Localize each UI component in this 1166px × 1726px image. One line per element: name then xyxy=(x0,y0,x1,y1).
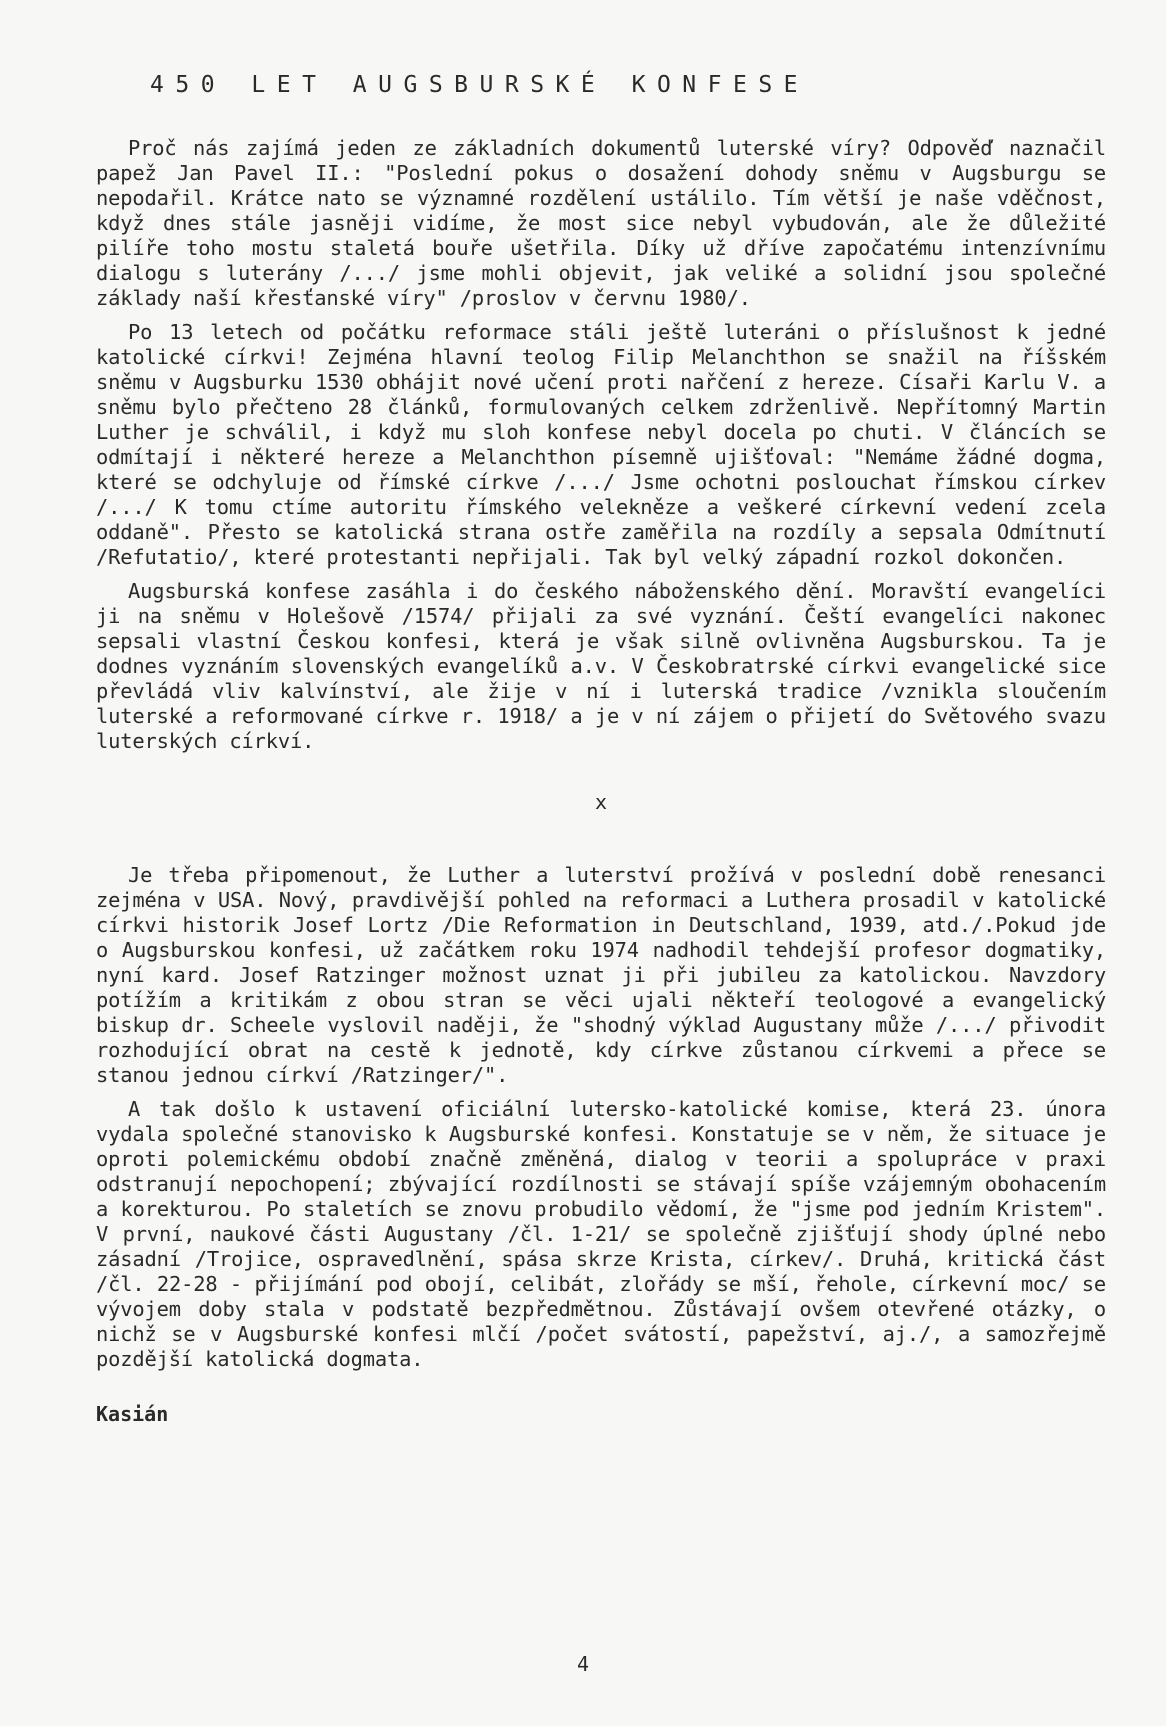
author-signature: Kasián xyxy=(96,1402,169,1426)
paragraph-5: A tak došlo k ustavení oficiální lutersko-katolické komise, která 23. února vydala společné stanovisko k Augsburské konfesi. Konstatuje se v něm, že situace je oproti polemickému období značně změněná, dialog v teorii a spolupráce v praxi odstranují nepochopení; zbývající rozdílnosti se stávají spíše vzájemným obohacením a korekturou. Po staletích se znovu probudilo vědomí, že "jsme pod jedním Kristem". V první, naukové části Augustany /čl. 1-21/ se společně zjišťují shody úplné nebo zásadní /Trojice, ospravedlnění, spása skrze Krista, církev/. Druhá, kritická část /čl. 22-28 - přijímání pod obojí, celibát, zlořády se mší, řehole, církevní moc/ se vývojem doby stala v podstatě bezpředmětnou. Zůstávají ovšem otevřené otázky, o nichž se v Augsburské konfesi mlčí /počet svátostí, papežství, aj./, a samozřejmě pozdější katolická dogmata. xyxy=(96,1097,1106,1371)
paragraph-1: Proč nás zajímá jeden ze základních dokumentů luterské víry? Odpověď naznačil papež Jan Pavel II.: "Poslední pokus o dosažení dohody sněmu v Augsburgu se nepodařil. Krátce nato se významné rozdělení ustálilo. Tím větší je naše vděčnost, když dnes stále jasněji vidíme, že most sice nebyl vybudován, ale že důležité pilíře toho mostu staletá bouře ušetřila. Díky už dříve započatému intenzívnímu dialogu s luterány /.../ jsme mohli objevit, jak veliké a solidní jsou společné základy naší křesťanské víry" /proslov v červnu 1980/. xyxy=(96,136,1106,310)
paragraph-3: Augsburská konfese zasáhla i do českého náboženského dění. Moravští evangelíci ji na sněmu v Holešově /1574/ přijali za své vyznání. Čeští evangelíci nakonec sepsali vlastní Českou konfesi, která je však silně ovlivněna Augsburskou. Ta je dodnes vyznáním slovenských evangelíků a.v. V Českobratrské církvi evangelické sice převládá vliv kalvínství, ale žije v ní i luterská tradice /vznikla sloučením luterské a reformované církve r. 1918/ a je v ní zájem o přijetí do Světového svazu luterských církví. xyxy=(96,579,1106,753)
section-separator: x xyxy=(594,790,608,814)
document-title: 450 LET AUGSBURSKÉ KONFESE xyxy=(150,72,810,98)
paragraph-4: Je třeba připomenout, že Luther a luterství prožívá v poslední době renesanci zejména v USA. Nový, pravdivější pohled na reformaci a Luthera prosadil v katolické církvi historik Josef Lortz /Die Reformation in Deutschland, 1939, atd./.Pokud jde o Augsburskou konfesi, už začátkem roku 1974 nadhodil tehdejší profesor dogmatiky, nyní kard. Josef Ratzinger možnost uznat ji při jubileu za katolickou. Navzdory potížím a kritikám z obou stran se věci ujali někteří teologové a evangelický biskup dr. Scheele vyslovil naději, že "shodný výklad Augustany může /.../ přivodit rozhodující obrat na cestě k jednotě, kdy církve zůstanou církvemi a přece se stanou jednou církví /Ratzinger/". xyxy=(96,863,1106,1087)
page-number: 4 xyxy=(576,1652,590,1676)
document-body xyxy=(96,136,1106,1427)
paragraph-2: Po 13 letech od počátku reformace stáli ještě luteráni o příslušnost k jedné katolické církvi! Zejména hlavní teolog Filip Melanchthon se snažil na říšském sněmu v Augsburku 1530 obhájit nové učení proti nařčení z hereze. Císaři Karlu V. a sněmu bylo přečteno 28 článků, formulovaných celkem zdrženlivě. Nepřítomný Martin Luther je schválil, i když mu sloh konfese nebyl docela po chuti. V článcích se odmítají i některé hereze a Melanchthon písemně ujišťoval: "Nemáme žádné dogma, které se odchyluje od římské církve /.../ Jsme ochotni poslouchat římskou církev /.../ K tomu ctíme autoritu římského velekněze a veškeré církevní vedení zcela oddaně". Přesto se katolická strana ostře zaměřila na rozdíly a sepsala Odmítnutí /Refutatio/, které protestanti nepřijali. Tak byl velký západní rozkol dokončen. xyxy=(96,320,1106,569)
